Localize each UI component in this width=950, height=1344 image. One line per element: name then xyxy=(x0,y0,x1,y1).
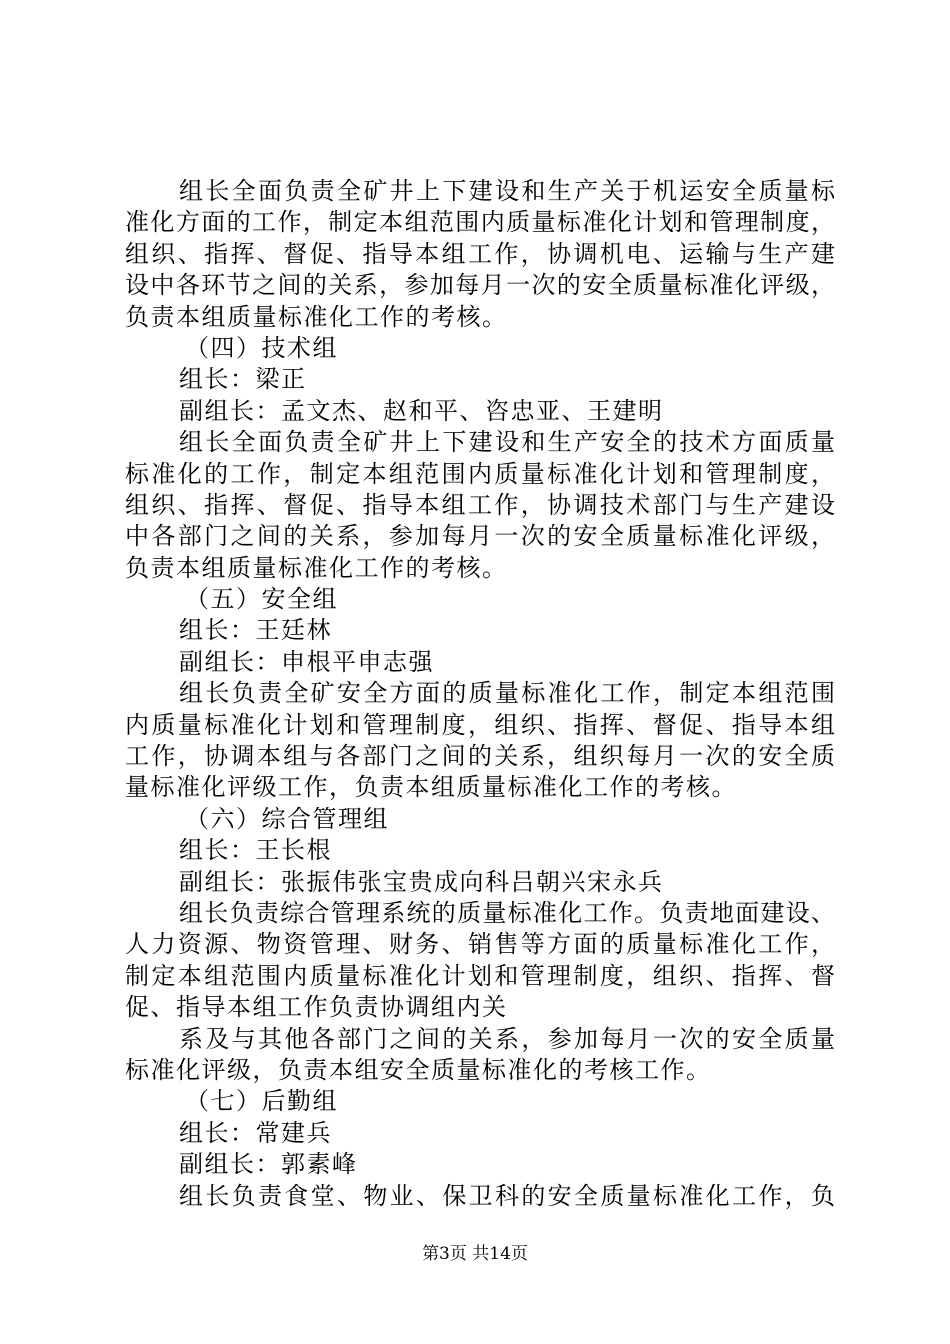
text-line: 中各部门之间的关系，参加每月一次的安全质量标准化评级， xyxy=(125,522,835,551)
text-line: 副组长：申根平申志强 xyxy=(179,647,434,676)
text-line: 设中各环节之间的关系，参加每月一次的安全质量标准化评级， xyxy=(125,271,835,300)
text-line: 组长：常建兵 xyxy=(179,1118,332,1147)
document-body xyxy=(125,176,835,1212)
text-line: 系及与其他各部门之间的关系，参加每月一次的安全质量 xyxy=(179,1024,835,1053)
text-line: 准化方面的工作，制定本组范围内质量标准化计划和管理制度， xyxy=(125,208,835,237)
text-line: 组织、指挥、督促、指导本组工作，协调机电、运输与生产建 xyxy=(125,239,835,268)
text-line: 标准化评级，负责本组安全质量标准化的考核工作。 xyxy=(125,1055,712,1084)
text-line: 组长：王长根 xyxy=(179,836,332,865)
text-line: 副组长：郭素峰 xyxy=(179,1150,358,1179)
text-line: 组长负责综合管理系统的质量标准化工作。负责地面建设、 xyxy=(179,898,835,927)
text-line: 人力资源、物资管理、财务、销售等方面的质量标准化工作， xyxy=(125,930,835,959)
text-line: 组长全面负责全矿井上下建设和生产安全的技术方面质量 xyxy=(179,428,835,457)
text-line: 标准化的工作，制定本组范围内质量标准化计划和管理制度， xyxy=(125,459,835,488)
text-line: 组长：王廷林 xyxy=(179,616,332,645)
text-line: 副组长：孟文杰、赵和平、咨忠亚、王建明 xyxy=(179,396,664,425)
text-line: 工作，协调本组与各部门之间的关系，组织每月一次的安全质 xyxy=(125,742,835,771)
page-number-label: 第3页 共14页 xyxy=(422,1244,528,1264)
text-line: 制定本组范围内质量标准化计划和管理制度，组织、指挥、督 xyxy=(125,961,835,990)
text-line: （六）综合管理组 xyxy=(185,804,389,833)
text-line: （五）安全组 xyxy=(185,585,338,614)
text-line: 内质量标准化计划和管理制度，组织、指挥、督促、指导本组 xyxy=(125,710,835,739)
text-line: 组织、指挥、督促、指导本组工作，协调技术部门与生产建设 xyxy=(125,490,835,519)
page-footer xyxy=(0,1243,950,1265)
text-line: 组长负责全矿安全方面的质量标准化工作，制定本组范围 xyxy=(179,679,835,708)
text-line: 组长负责食堂、物业、保卫科的安全质量标准化工作，负 xyxy=(179,1181,835,1210)
text-line: 组长：梁正 xyxy=(179,365,307,394)
text-line: （七）后勤组 xyxy=(185,1087,338,1116)
text-line: 促、指导本组工作负责协调组内关 xyxy=(125,993,508,1022)
text-line: 副组长：张振伟张宝贵成向科吕朝兴宋永兵 xyxy=(179,867,664,896)
text-line: （四）技术组 xyxy=(185,333,338,362)
text-line: 量标准化评级工作，负责本组质量标准化工作的考核。 xyxy=(125,773,737,802)
text-line: 负责本组质量标准化工作的考核。 xyxy=(125,302,508,331)
text-line: 组长全面负责全矿井上下建设和生产关于机运安全质量标 xyxy=(179,177,835,205)
text-line: 负责本组质量标准化工作的考核。 xyxy=(125,553,508,582)
